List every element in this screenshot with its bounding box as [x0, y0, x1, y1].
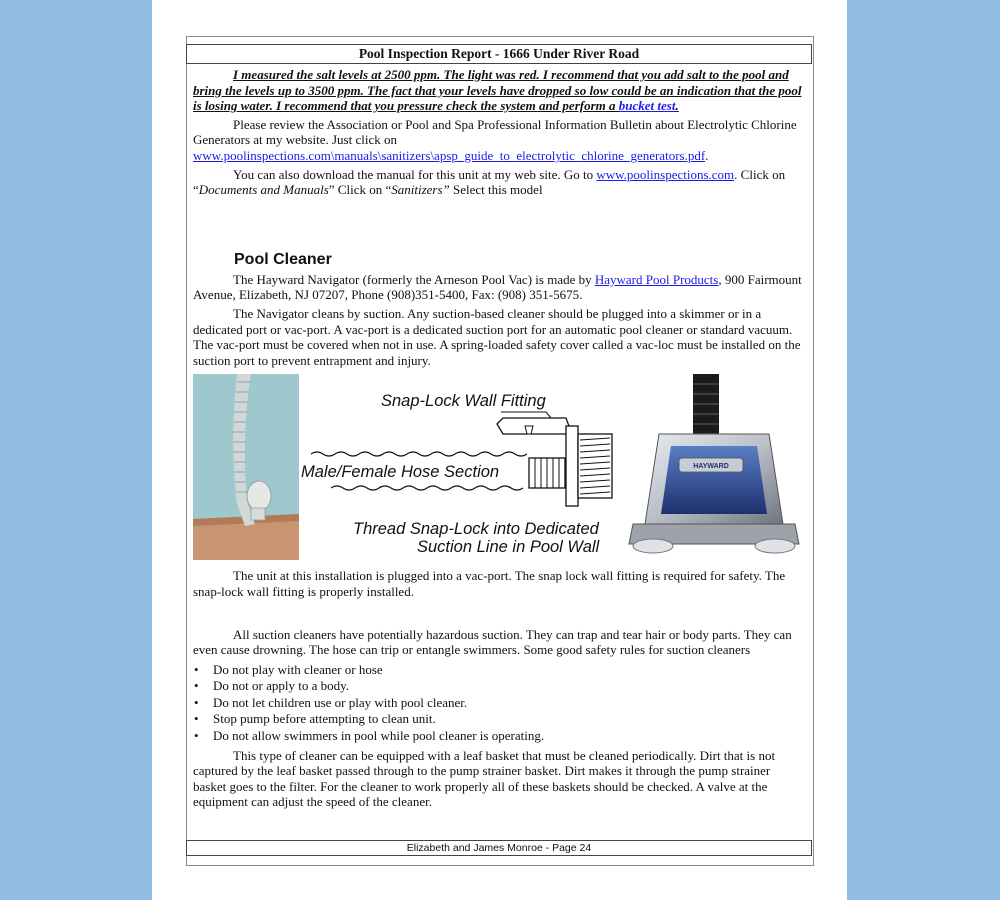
hayward-brand-label: HAYWARD	[693, 463, 729, 471]
rule-text: Do not or apply to a body.	[213, 678, 349, 694]
list-item: • Do not let children use or play with pool cleaner.	[194, 694, 468, 710]
hazard-paragraph: All suction cleaners have potentially hazardous suction. They can trap and tear hair or body parts. They can even cause drowning. The hose can trip or entangle swimmers. Some good safety rules for suction cleaners	[193, 626, 792, 658]
salt-warning-text: I measured the salt levels at 2500 ppm. The light was red. I recommend that you add salt to the pool and bring the levels up to 3500 ppm. The fact that your levels have dropped so low could be an indication that the pool is losing water. I recommend that you pressure check the system and perform a	[193, 67, 802, 114]
basket-paragraph: This type of cleaner can be equipped with a leaf basket that must be cleaned periodically. Dirt that is not captured by the leaf basket passed through to the pump strainer basket. Dirt makes it through the pump strainer basket goes to the filter. For the cleaner to work properly all of these baskets should be checked. A valve at the equipment can adjust the speed of the cleaner.	[193, 747, 776, 810]
manual-paragraph	[193, 167, 805, 198]
snap-lock-diagram	[301, 374, 623, 562]
rule-text: Stop pump before attempting to clean unit.	[213, 711, 436, 727]
label-suction-line: Suction Line in Pool Wall	[417, 538, 600, 557]
safety-rules-list	[193, 662, 805, 745]
bucket-test-link[interactable]: bucket test	[618, 98, 676, 114]
bulletin-paragraph	[193, 117, 805, 164]
page-header: Pool Inspection Report - 1666 Under River Road	[186, 44, 812, 64]
manual-text-4: Select this model	[449, 182, 543, 198]
list-item: • Do not or apply to a body.	[194, 678, 349, 694]
cleaner-figure	[193, 374, 805, 562]
maker-text-2: , 900 Fairmount Avenue, Elizabeth, NJ 07207, Phone (908)351-5400, Fax: (908) 351-5675.	[193, 271, 802, 303]
vac-port-photo	[193, 374, 299, 560]
list-item: • Do not play with cleaner or hose	[194, 661, 383, 677]
sanitizers-label: Sanitizers”	[391, 182, 450, 198]
hayward-link[interactable]: Hayward Pool Products	[594, 271, 719, 287]
label-thread-snap-lock: Thread Snap-Lock into Dedicated	[353, 520, 599, 539]
rule-text: Do not play with cleaner or hose	[213, 661, 383, 677]
suction-paragraph: The Navigator cleans by suction. Any suction-based cleaner should be plugged into a skimmer or in a dedicated port or vac-port. A vac-port is a dedicated suction port for an automatic pool cleaner or standard vacuum. The vac-port must be covered when not in use. A spring-loaded safety cover called a vac-loc must be installed on the suction port to prevent entrapment and injury.	[193, 305, 801, 368]
document-page	[152, 0, 847, 900]
label-snap-lock-fitting: Snap-Lock Wall Fitting	[381, 392, 546, 411]
page-footer: Elizabeth and James Monroe - Page 24	[186, 840, 812, 856]
rule-text: Do not allow swimmers in pool while pool cleaner is operating.	[213, 728, 545, 744]
label-hose-section: Male/Female Hose Section	[301, 463, 500, 482]
manual-text-2: . Click on “	[193, 166, 786, 198]
bulletin-text: Please review the Association or Pool and Spa Professional Information Bulletin about Electrolytic Chlorine Generators at my website. Just click on	[193, 116, 797, 148]
bulletin-link[interactable]: www.poolinspections.com\manuals\sanitizers\apsp_guide_to_electrolytic_chlorine_generators.pdf	[193, 147, 706, 163]
bulletin-end: .	[705, 147, 709, 163]
list-item: • Stop pump before attempting to clean unit.	[194, 711, 436, 727]
pool-cleaner-heading: Pool Cleaner	[234, 250, 332, 268]
navigator-cleaner-photo	[623, 374, 805, 560]
rule-text: Do not let children use or play with pool cleaner.	[213, 694, 468, 710]
salt-warning-paragraph	[193, 67, 805, 114]
maker-paragraph	[193, 272, 805, 303]
page-content	[193, 67, 805, 813]
manual-text-3: ” Click on “	[328, 182, 392, 198]
salt-warning-end: .	[675, 98, 679, 114]
installed-paragraph: The unit at this installation is plugged into a vac-port. The snap lock wall fitting is required for safety. The snap-lock wall fitting is properly installed.	[193, 568, 786, 599]
website-link[interactable]: www.poolinspections.com	[596, 166, 735, 182]
list-item: • Do not allow swimmers in pool while pool cleaner is operating.	[194, 728, 545, 744]
manual-text-1: You can also download the manual for this unit at my web site. Go to	[233, 166, 597, 182]
documents-manuals-label: Documents and Manuals	[198, 182, 329, 198]
maker-text-1: The Hayward Navigator (formerly the Arneson Pool Vac) is made by	[233, 271, 595, 287]
